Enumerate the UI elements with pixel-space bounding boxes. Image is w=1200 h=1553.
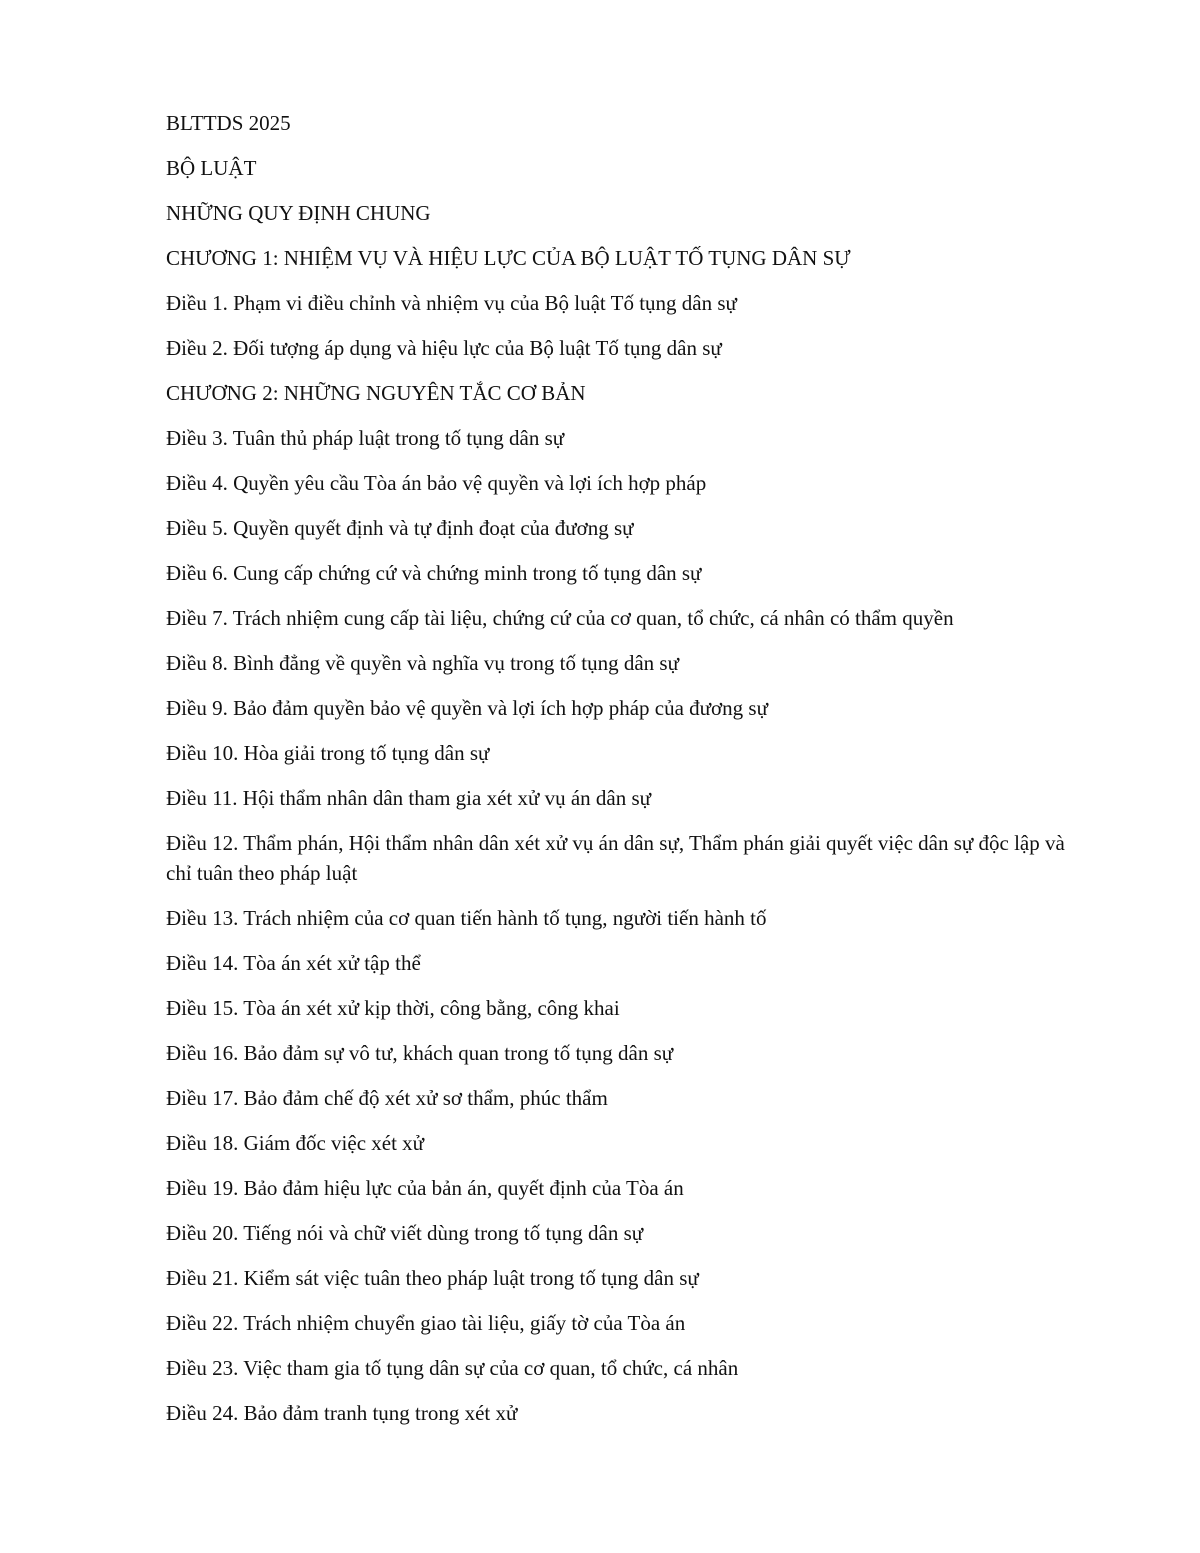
document-body	[166, 108, 1086, 1443]
document-title: BLTTDS 2025	[166, 111, 291, 135]
article-line: Điều 6. Cung cấp chứng cứ và chứng minh trong tố tụng dân sự	[166, 561, 702, 585]
article-line: Điều 3. Tuân thủ pháp luật trong tố tụng dân sự	[166, 426, 565, 450]
law-heading: BỘ LUẬT	[166, 156, 257, 180]
article-line: Điều 23. Việc tham gia tố tụng dân sự của cơ quan, tổ chức, cá nhân	[166, 1356, 739, 1380]
article-line: Điều 19. Bảo đảm hiệu lực của bản án, quyết định của Tòa án	[166, 1176, 684, 1200]
article-line: Điều 16. Bảo đảm sự vô tư, khách quan trong tố tụng dân sự	[166, 1041, 674, 1065]
article-line: Điều 22. Trách nhiệm chuyển giao tài liệu, giấy tờ của Tòa án	[166, 1311, 686, 1335]
article-line: Điều 1. Phạm vi điều chỉnh và nhiệm vụ của Bộ luật Tố tụng dân sự	[166, 291, 737, 315]
chapter-heading: CHƯƠNG 1: NHIỆM VỤ VÀ HIỆU LỰC CỦA BỘ LUẬT TỐ TỤNG DÂN SỰ	[166, 246, 851, 270]
article-line: Điều 5. Quyền quyết định và tự định đoạt của đương sự	[166, 516, 634, 540]
article-line: Điều 10. Hòa giải trong tố tụng dân sự	[166, 741, 490, 765]
article-line: Điều 24. Bảo đảm tranh tụng trong xét xử	[166, 1401, 518, 1425]
article-line: Điều 11. Hội thẩm nhân dân tham gia xét xử vụ án dân sự	[166, 786, 652, 810]
article-line: Điều 13. Trách nhiệm của cơ quan tiến hành tố tụng, người tiến hành tố	[166, 906, 767, 930]
article-line: Điều 15. Tòa án xét xử kịp thời, công bằng, công khai	[166, 996, 620, 1020]
article-line: Điều 8. Bình đẳng về quyền và nghĩa vụ trong tố tụng dân sự	[166, 651, 679, 675]
article-line: Điều 21. Kiểm sát việc tuân theo pháp luật trong tố tụng dân sự	[166, 1266, 699, 1290]
article-line: Điều 17. Bảo đảm chế độ xét xử sơ thẩm, phúc thẩm	[166, 1086, 608, 1110]
part-heading: NHỮNG QUY ĐỊNH CHUNG	[166, 201, 431, 225]
article-line: Điều 9. Bảo đảm quyền bảo vệ quyền và lợi ích hợp pháp của đương sự	[166, 696, 768, 720]
article-line: Điều 2. Đối tượng áp dụng và hiệu lực của Bộ luật Tố tụng dân sự	[166, 336, 722, 360]
article-line: Điều 18. Giám đốc việc xét xử	[166, 1131, 425, 1155]
chapter-heading: CHƯƠNG 2: NHỮNG NGUYÊN TẮC CƠ BẢN	[166, 381, 586, 405]
article-line: Điều 12. Thẩm phán, Hội thẩm nhân dân xét xử vụ án dân sự, Thẩm phán giải quyết việc dân sự độc lập và chỉ tuân theo pháp luật	[166, 831, 1065, 885]
article-line: Điều 14. Tòa án xét xử tập thể	[166, 951, 421, 975]
article-line: Điều 4. Quyền yêu cầu Tòa án bảo vệ quyền và lợi ích hợp pháp	[166, 471, 707, 495]
article-line: Điều 7. Trách nhiệm cung cấp tài liệu, chứng cứ của cơ quan, tổ chức, cá nhân có thẩm quyền	[166, 606, 954, 630]
article-line: Điều 20. Tiếng nói và chữ viết dùng trong tố tụng dân sự	[166, 1221, 644, 1245]
